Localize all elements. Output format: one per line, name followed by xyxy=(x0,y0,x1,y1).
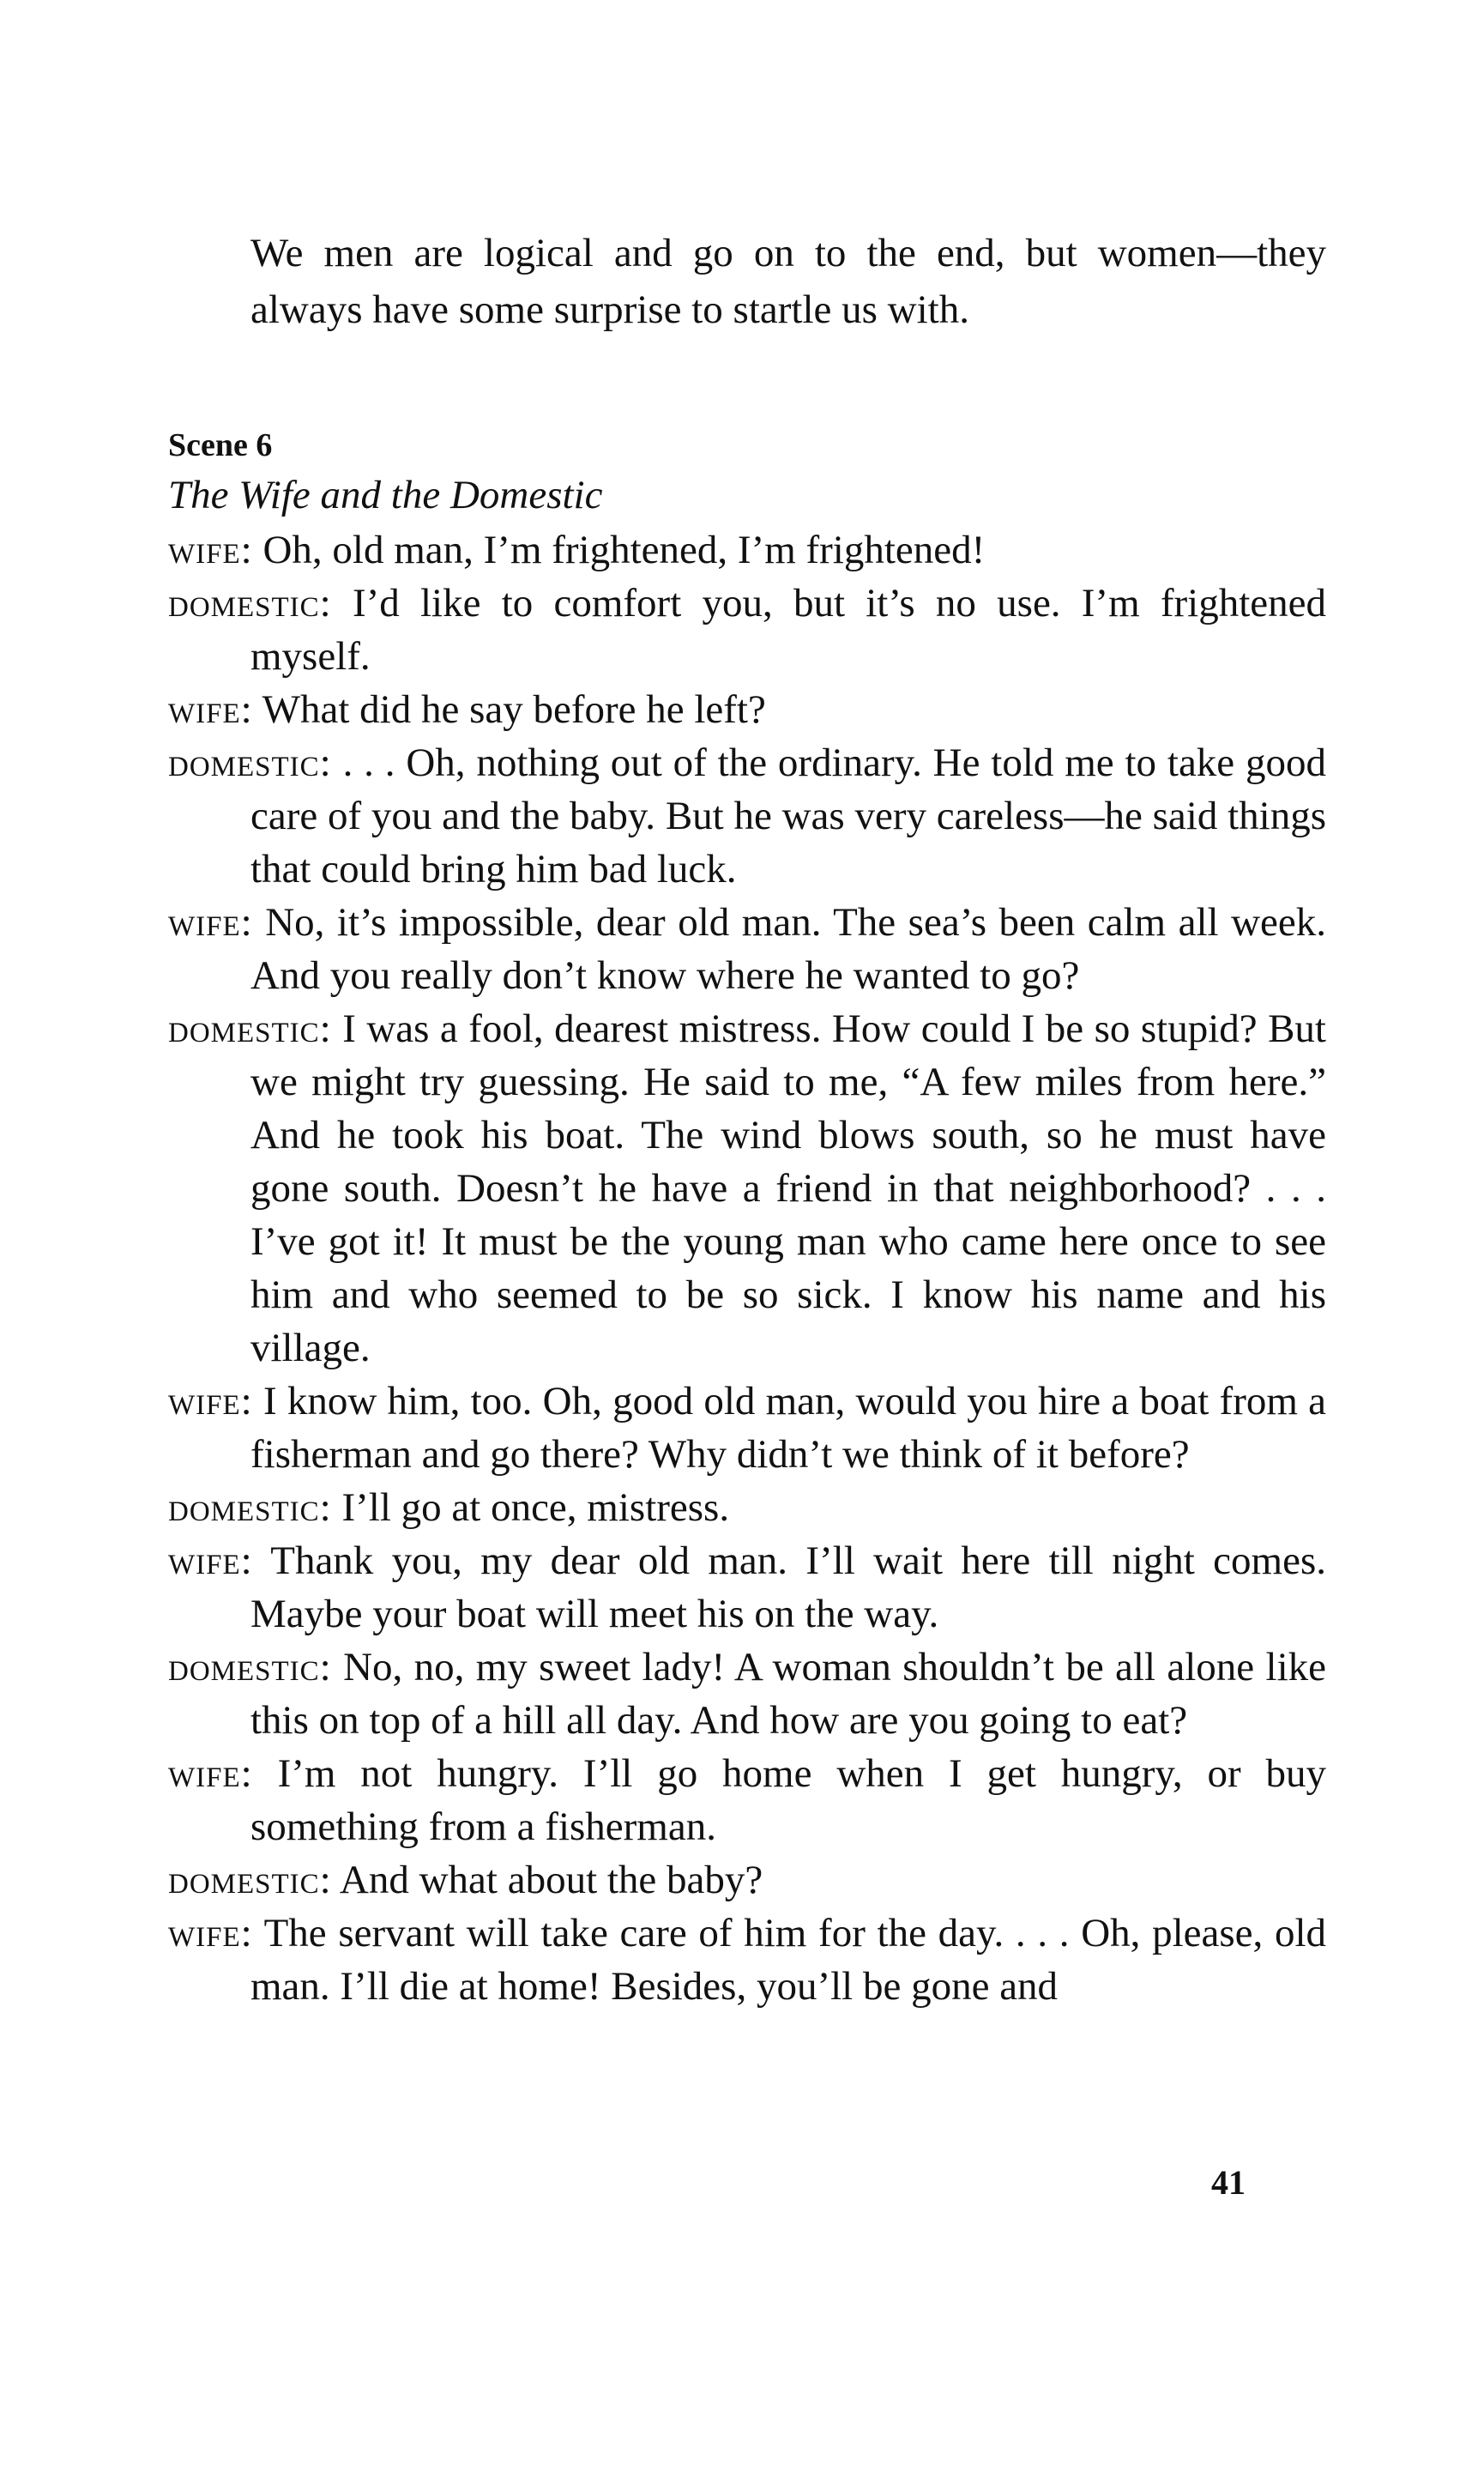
speaker-name: domestic: xyxy=(168,1006,332,1051)
line-text: I’d like to comfort you, but it’s no use. I’m frightened myself. xyxy=(250,581,1327,679)
line-text: No, no, my sweet lady! A woman shouldn’t be all alone like this on top of a hill all day. And how are you going to eat? xyxy=(250,1645,1326,1743)
page-number: 41 xyxy=(1211,2163,1246,2202)
speaker-name: wife: xyxy=(168,528,253,572)
line-text: . . . Oh, nothing out of the ordinary. He told me to take good care of you and the baby. But he was very careless—he said things that could bring him bad luck. xyxy=(250,740,1326,892)
dialogue-line xyxy=(168,577,1326,683)
speaker-name: domestic: xyxy=(168,740,332,785)
scene-title: The Wife and the Domestic xyxy=(168,473,603,517)
page-body xyxy=(168,225,1326,2013)
line-text: Thank you, my dear old man. I’ll wait here till night comes. Maybe your boat will meet his on the way. xyxy=(250,1538,1327,1636)
dialogue-line xyxy=(168,1907,1326,2013)
speaker-name: domestic: xyxy=(168,1485,332,1530)
intro-paragraph: We men are logical and go on to the end, but women—they always have some surprise to startle us with. xyxy=(250,231,1326,332)
dialogue-line xyxy=(168,896,1326,1002)
dialogue-line xyxy=(168,1641,1326,1747)
line-text: I’m not hungry. I’ll go home when I get hungry, or buy something from a fisherman. xyxy=(250,1751,1326,1849)
scene-heading: Scene 6 xyxy=(168,427,273,463)
line-text: The servant will take care of him for the day. . . . Oh, please, old man. I’ll die at home! Besides, you’ll be gone and xyxy=(250,1911,1326,2009)
line-text: I know him, too. Oh, good old man, would you hire a boat from a fisherman and go there? Why didn’t we think of it before? xyxy=(250,1379,1326,1477)
dialogue xyxy=(168,523,1326,2013)
dialogue-line xyxy=(168,736,1326,896)
speaker-name: wife: xyxy=(168,1911,253,1955)
speaker-name: domestic: xyxy=(168,581,332,626)
dialogue-line xyxy=(168,1002,1326,1375)
dialogue-line xyxy=(168,1853,1326,1907)
dialogue-line xyxy=(168,1375,1326,1481)
dialogue-line xyxy=(168,1481,1326,1534)
speaker-name: wife: xyxy=(168,1538,253,1583)
dialogue-line xyxy=(168,1747,1326,1853)
dialogue-line xyxy=(168,523,1326,577)
line-text: No, it’s impossible, dear old man. The sea’s been calm all week. And you really don’t know where he wanted to go? xyxy=(250,900,1327,998)
speaker-name: domestic: xyxy=(168,1858,332,1902)
speaker-name: wife: xyxy=(168,900,253,945)
line-text: What did he say before he left? xyxy=(262,687,766,732)
line-text: I was a fool, dearest mistress. How could I be so stupid? But we might try guessing. He said to me, “A few miles from here.” And he took his boat. The wind blows south, so he must have gone south. Doesn’t he have a friend in that neighborhood? . . . I’ve got it! It must be the young man who came here once to see him and who seemed to be so sick. I know his name and his village. xyxy=(250,1006,1326,1370)
line-text: And what about the baby? xyxy=(339,1858,763,1902)
speaker-name: wife: xyxy=(168,1751,253,1796)
dialogue-line xyxy=(168,683,1326,736)
line-text: I’ll go at once, mistress. xyxy=(341,1485,730,1530)
dialogue-line xyxy=(168,1534,1326,1641)
line-text: Oh, old man, I’m frightened, I’m frightened! xyxy=(262,528,986,572)
speaker-name: domestic: xyxy=(168,1645,332,1689)
speaker-name: wife: xyxy=(168,1379,253,1423)
speaker-name: wife: xyxy=(168,687,253,732)
